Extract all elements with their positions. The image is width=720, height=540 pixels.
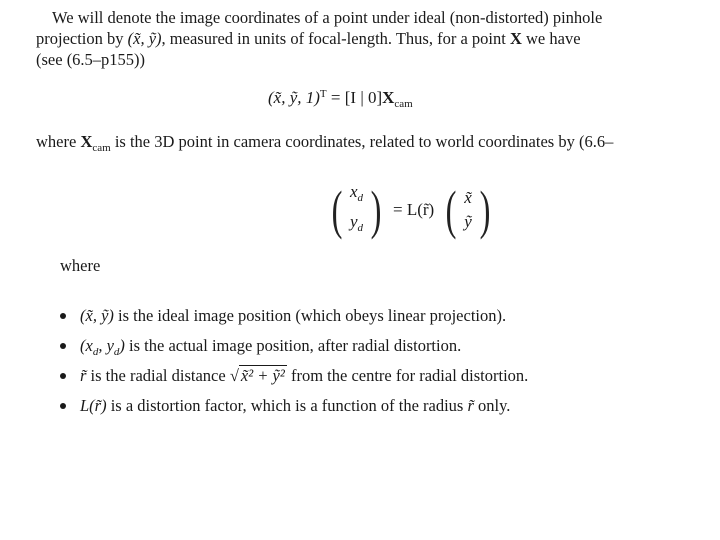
ideal-coords-math: (x̃, ỹ) [127, 29, 162, 48]
list-item: ($x_d$, $y_d$) is the actual image position, after radial distortion. [58, 331, 528, 361]
projection-equation: (x̃, ỹ, 1)$^T$ = [I | $0]X_{cam}$ [268, 88, 413, 110]
left-paren: ( [331, 180, 343, 240]
list-item: L(r̃) is a distortion factor, which is a function of the radius r̃ only. [58, 391, 528, 421]
camera-coords-paragraph: where $X_{cam}$ is the 3D point in camera coordinates, related to world coordinates by (6.6– [36, 132, 614, 154]
sqrt-expression: x̃² + ỹ² [240, 366, 285, 385]
intro-paragraph [36, 7, 686, 70]
distorted-vector: $x_d$ $y_d$ [349, 182, 364, 234]
where-label: where [60, 256, 101, 275]
distortion-equation: ( $x_d$ $y_d$ ) = L(r̃) ( x̃ ỹ ) [331, 180, 491, 240]
list-item: (x̃, ỹ) is the ideal image position (which obeys linear projection). [58, 301, 528, 331]
intro-line-2: projection by (x̃, ỹ), measured in units of focal-length. Thus, for a point X we have [36, 29, 581, 48]
ideal-vector: x̃ ỹ [464, 188, 472, 231]
right-paren: ) [370, 180, 382, 240]
definition-list [58, 301, 528, 421]
list-item: r̃ is the radial distance √ x̃² + ỹ² from the centre for radial distortion. [58, 361, 528, 391]
left-paren: ( [445, 180, 457, 240]
intro-line-1: We will denote the image coordinates of a point under ideal (non-distorted) pinhole [52, 8, 603, 27]
right-paren: ) [479, 180, 491, 240]
intro-line-3: (see (6.5–p155)) [36, 50, 146, 69]
point-x-symbol: X [509, 29, 522, 48]
